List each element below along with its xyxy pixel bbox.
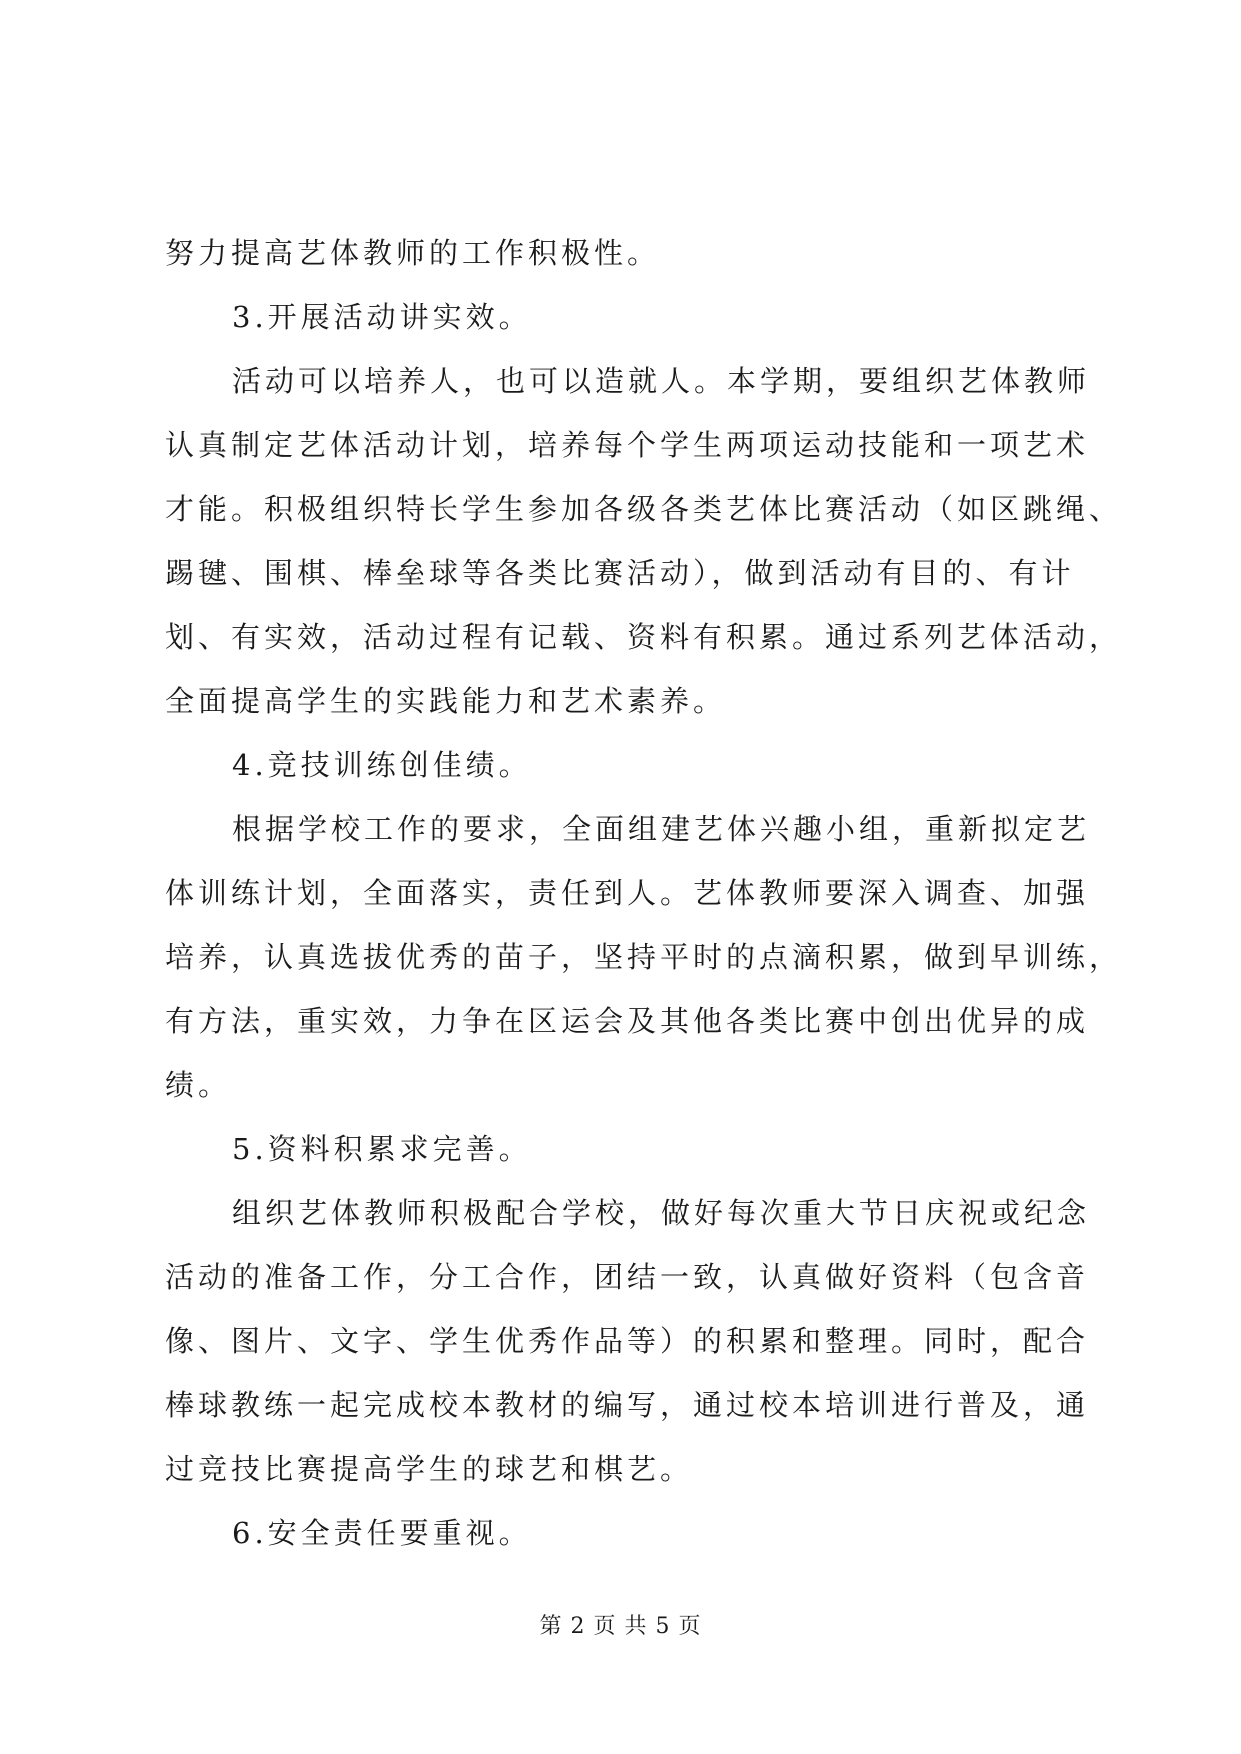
text-line-3: 活动可以培养人，也可以造就人。本学期，要组织艺体教师	[232, 364, 1091, 398]
text-line-5: 才能。积极组织特长学生参加各级各类艺体比赛活动（如区跳绳、	[165, 492, 1123, 526]
text-line-8: 全面提高学生的实践能力和艺术素养。	[165, 684, 727, 718]
text-line-18: 像、图片、文字、学生优秀作品等）的积累和整理。同时，配合	[165, 1324, 1090, 1358]
section-heading-6: 6.安全责任要重视。	[232, 1516, 532, 1550]
text-line-10: 根据学校工作的要求，全面组建艺体兴趣小组，重新拟定艺	[232, 812, 1091, 846]
section-heading-4: 4.竞技训练创佳绩。	[232, 748, 532, 782]
text-line-17: 活动的准备工作，分工合作，团结一致，认真做好资料（包含音	[165, 1260, 1090, 1294]
text-line-11: 体训练计划，全面落实，责任到人。艺体教师要深入调查、加强	[165, 876, 1090, 910]
text-line-6: 踢毽、围棋、棒垒球等各类比赛活动），做到活动有目的、有计	[165, 556, 1075, 590]
text-line-13: 有方法，重实效，力争在区运会及其他各类比赛中创出优异的成	[165, 1004, 1090, 1038]
text-line-20: 过竞技比赛提高学生的球艺和棋艺。	[165, 1452, 694, 1486]
text-line-12: 培养，认真选拔优秀的苗子，坚持平时的点滴积累，做到早训练，	[165, 940, 1123, 974]
text-line-16: 组织艺体教师积极配合学校，做好每次重大节日庆祝或纪念	[232, 1196, 1091, 1230]
page-number-footer: 第 2 页 共 5 页	[539, 1614, 702, 1639]
text-line-14: 绩。	[165, 1068, 232, 1102]
text-line-4: 认真制定艺体活动计划，培养每个学生两项运动技能和一项艺术	[165, 428, 1090, 462]
text-line-7: 划、有实效，活动过程有记载、资料有积累。通过系列艺体活动，	[165, 620, 1123, 654]
text-line-1: 努力提高艺体教师的工作积极性。	[165, 236, 661, 270]
text-line-19: 棒球教练一起完成校本教材的编写，通过校本培训进行普及，通	[165, 1388, 1090, 1422]
section-heading-3: 3.开展活动讲实效。	[232, 300, 532, 334]
section-heading-5: 5.资料积累求完善。	[232, 1132, 532, 1166]
